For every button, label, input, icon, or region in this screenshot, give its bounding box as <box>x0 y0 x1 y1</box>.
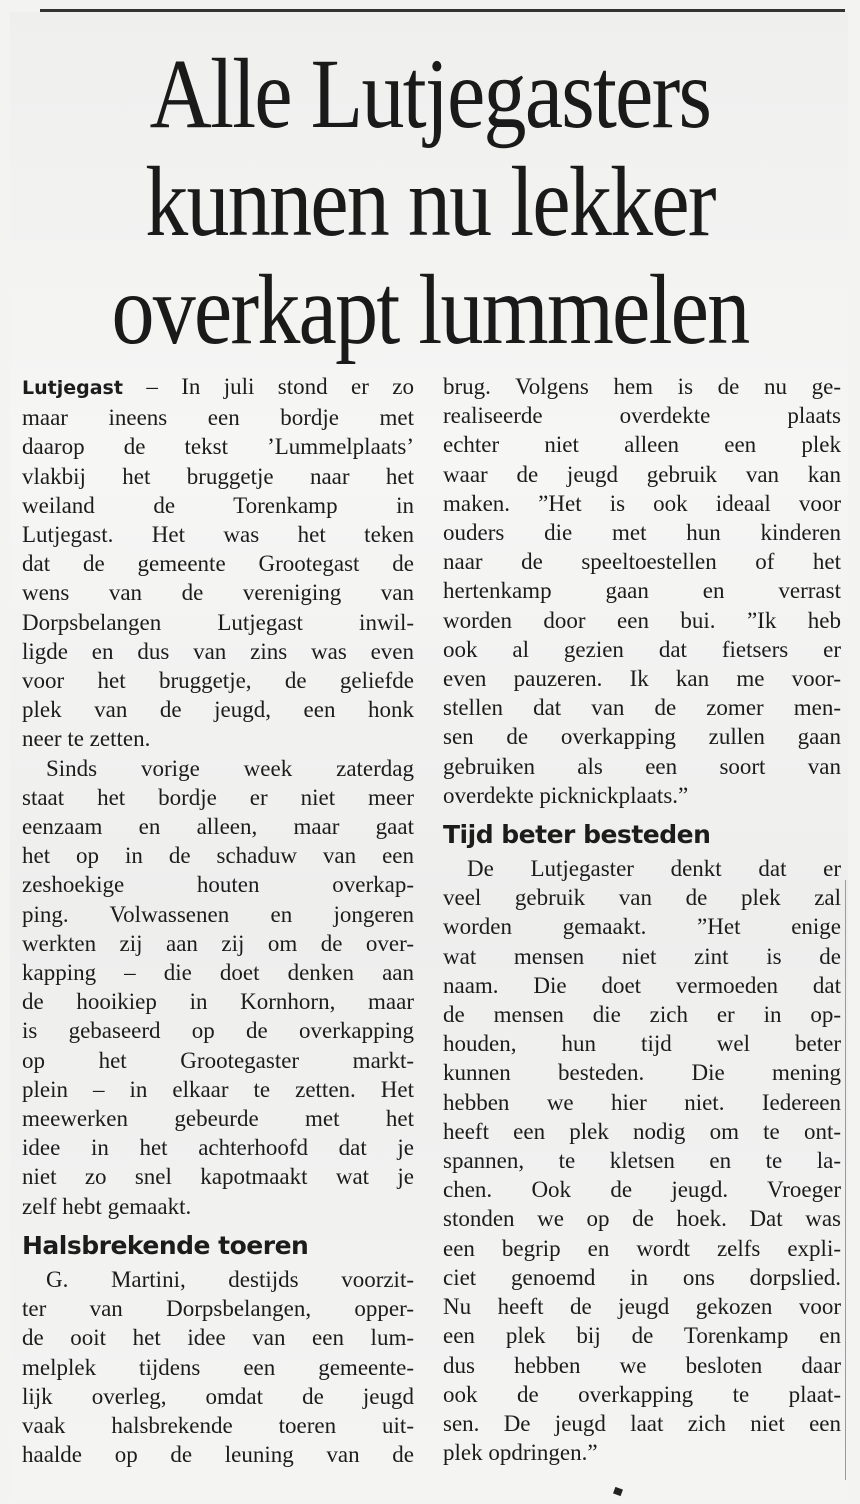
text-line: veel gebruik van de plek zal <box>443 885 841 911</box>
text-line: voor het bruggetje, de geliefde <box>22 668 414 694</box>
text-line: dus hebben we besloten daar <box>443 1352 841 1378</box>
text-line: wens van de vereniging van <box>22 580 414 606</box>
paragraph <box>443 854 841 1467</box>
intro-paragraph <box>22 372 414 754</box>
text-line: haalde op de leuning van de <box>22 1442 414 1468</box>
text-line: plek opdringen.” <box>443 1440 598 1466</box>
headline-line: Alle Lutjegasters <box>149 38 711 149</box>
text-line: De Lutjegaster denkt dat er <box>467 856 841 882</box>
text-line: neer te zetten. <box>22 726 151 752</box>
headline-line: overkapt lummelen <box>111 254 749 365</box>
text-line: Dorpsbelangen Lutjegast inwil- <box>22 609 414 635</box>
headline <box>77 40 782 364</box>
text-line: gebruiken als een soort van <box>443 753 841 779</box>
text-line: waar de jeugd gebruik van kan <box>443 461 841 487</box>
text-line: worden door een bui. ”Ik heb <box>443 607 841 633</box>
text-line: een plek bij de Torenkamp en <box>443 1323 841 1349</box>
text-line: maken. ”Het is ook ideaal voor <box>443 490 841 516</box>
text-line: ping. Volwassenen en jongeren <box>22 901 414 927</box>
text-line: lijk overleg, omdat de jeugd <box>22 1383 414 1409</box>
text-line: houden, hun tijd wel beter <box>443 1031 841 1057</box>
text-line: naar de speeltoestellen of het <box>443 549 841 575</box>
paragraph <box>22 1265 414 1469</box>
text-line: plein – in elkaar te zetten. Het <box>22 1076 414 1102</box>
subheading: Halsbrekende toeren <box>22 1230 309 1260</box>
text-line: heeft een plek nodig om te ont- <box>443 1118 841 1144</box>
text-line: spannen, te kletsen en te la- <box>443 1148 841 1174</box>
text-line: de hooikiep in Kornhorn, maar <box>22 989 414 1015</box>
text-line: ciet genoemd in ons dorpslied. <box>443 1264 841 1290</box>
text-line: melplek tijdens een gemeente- <box>22 1354 414 1380</box>
text-line: stonden we op de hoek. Dat was <box>443 1206 841 1232</box>
article-column-right <box>443 372 841 1467</box>
text-line: chen. Ook de jeugd. Vroeger <box>443 1177 841 1203</box>
text-line: sen de overkapping zullen gaan <box>443 724 841 750</box>
text-line: eenzaam en alleen, maar gaat <box>22 814 414 840</box>
text-line: even pauzeren. Ik kan me voor- <box>443 666 841 692</box>
text-line: brug. Volgens hem is de nu ge- <box>443 374 841 399</box>
text-line: vaak halsbrekende toeren uit- <box>22 1412 414 1438</box>
text-line: realiseerde overdekte plaats <box>443 403 841 429</box>
headline-line: kunnen nu lekker <box>145 146 715 257</box>
text-line: dat de gemeente Grootegast de <box>22 551 414 577</box>
text-line: plek van de jeugd, een honk <box>22 697 414 723</box>
text-line: idee in het achterhoofd dat je <box>22 1135 414 1161</box>
text-line: Nu heeft de jeugd gekozen voor <box>443 1294 841 1320</box>
text-line: overdekte picknickplaats.” <box>443 782 689 808</box>
text-line: op het Grootegaster markt- <box>22 1047 414 1073</box>
text-line: worden gemaakt. ”Het enige <box>443 914 841 940</box>
text-line: ouders die met hun kinderen <box>443 520 841 546</box>
dateline: Lutjegast <box>22 377 123 399</box>
text-line: hertenkamp gaan en verrast <box>443 578 841 604</box>
text-line: kunnen besteden. Die mening <box>443 1060 841 1086</box>
top-rule-divider <box>40 9 845 12</box>
paragraph <box>443 372 841 810</box>
text-line: meewerken gebeurde met het <box>22 1106 414 1132</box>
text-line: zelf hebt gemaakt. <box>22 1193 192 1219</box>
text-line: ter van Dorpsbelangen, opper- <box>22 1296 414 1322</box>
text-line: Lutjegast. Het was het teken <box>22 522 414 548</box>
text-line: ook de overkapping te plaat- <box>443 1381 841 1407</box>
text-line: G. Martini, destijds voorzit- <box>46 1266 414 1292</box>
subheading: Tijd beter besteden <box>443 820 711 850</box>
text-line: ook al gezien dat fietsers er <box>443 636 841 662</box>
text-line: weiland de Torenkamp in <box>22 492 414 518</box>
text-line: het op in de schaduw van een <box>22 843 414 869</box>
text-line: de mensen die zich er in op- <box>443 1002 841 1028</box>
text-line: staat het bordje er niet meer <box>22 784 414 810</box>
text-line: sen. De jeugd laat zich niet een <box>443 1410 841 1436</box>
text-line: zeshoekige houten overkap- <box>22 872 414 898</box>
text-line: is gebaseerd op de overkapping <box>22 1018 414 1044</box>
text-line: wat mensen niet zint is de <box>443 943 841 969</box>
text-line: ligde en dus van zins was even <box>22 638 414 664</box>
text-line: werkten zij aan zij om de over- <box>22 930 414 956</box>
text-line: hebben we hier niet. Iedereen <box>443 1089 841 1115</box>
text-line: kapping – die doet denken aan <box>22 960 414 986</box>
text-line: daarop de tekst ’Lummelplaats’ <box>22 434 414 460</box>
text-line: maar ineens een bordje met <box>22 405 414 431</box>
text-line: een begrip en wordt zelfs expli- <box>443 1235 841 1261</box>
article-column-left <box>22 372 414 1469</box>
clipping-edge <box>845 880 846 1480</box>
text-line: stellen dat van de zomer men- <box>443 695 841 721</box>
text-line: Sinds vorige week zaterdag <box>46 755 414 781</box>
text-line: naam. Die doet vermoeden dat <box>443 972 841 998</box>
text-line: niet zo snel kapotmaakt wat je <box>22 1164 414 1190</box>
text-line: Lutjegast – In juli stond er zo <box>22 374 414 399</box>
text-line: vlakbij het bruggetje naar het <box>22 463 414 489</box>
text-line: de ooit het idee van een lum- <box>22 1325 414 1351</box>
paragraph <box>22 754 414 1221</box>
text-line: echter niet alleen een plek <box>443 432 841 458</box>
